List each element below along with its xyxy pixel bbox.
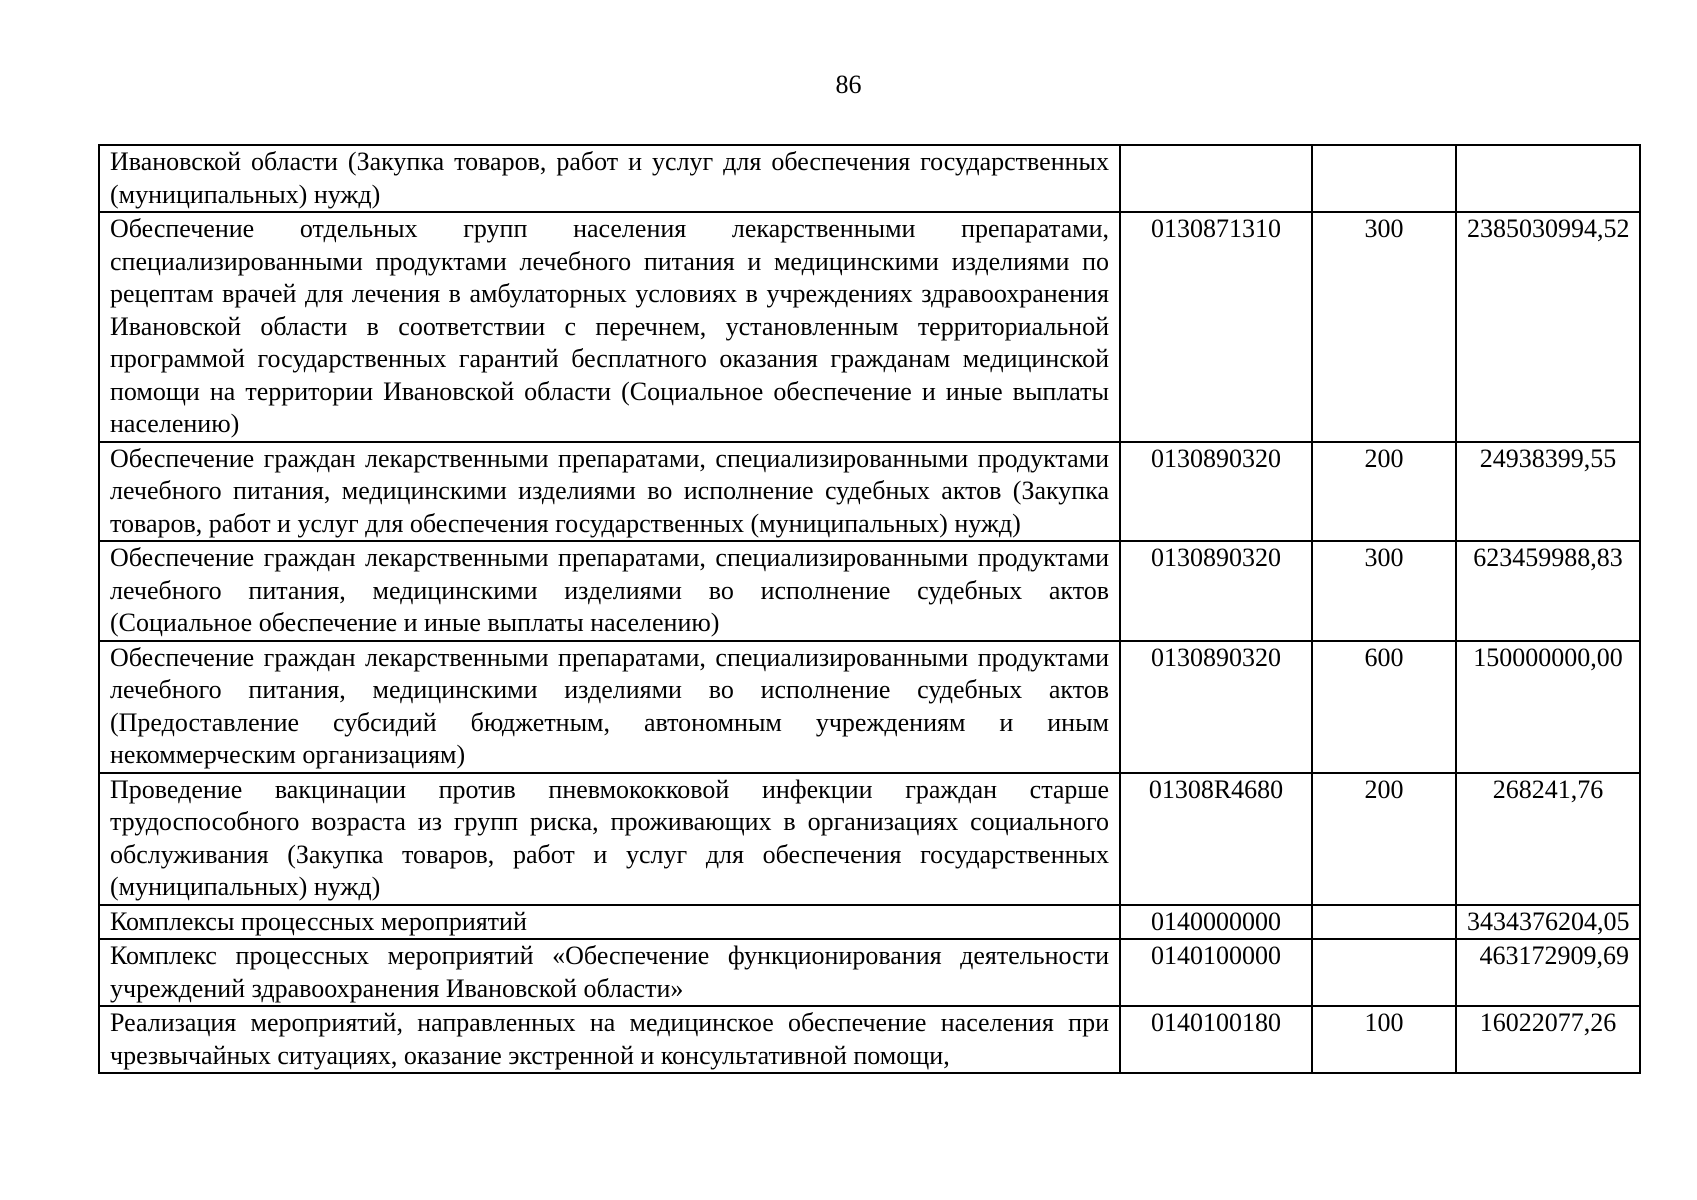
- row-expense-type: 300: [1312, 541, 1456, 641]
- row-expense-type: [1312, 939, 1456, 1006]
- row-amount: 268241,76: [1456, 773, 1640, 905]
- table-row: [99, 939, 1640, 1006]
- row-amount: 2385030994,52: [1456, 212, 1640, 442]
- table-row: [99, 1006, 1640, 1073]
- row-expense-type: 600: [1312, 641, 1456, 773]
- row-description: Комплексы процессных мероприятий: [99, 905, 1120, 940]
- table-row: [99, 773, 1640, 905]
- table-row: [99, 541, 1640, 641]
- row-expense-type: 200: [1312, 442, 1456, 542]
- row-amount: 24938399,55: [1456, 442, 1640, 542]
- table-row: [99, 442, 1640, 542]
- row-target-code: 0130890320: [1120, 442, 1312, 542]
- row-expense-type: [1312, 145, 1456, 212]
- row-target-code: 0130871310: [1120, 212, 1312, 442]
- table-row: [99, 212, 1640, 442]
- row-amount: 623459988,83: [1456, 541, 1640, 641]
- row-description: Обеспечение граждан лекарственными препаратами, специализированными продуктами лечебного питания, медицинскими изделиями во исполнение судебных актов (Социальное обеспечение и иные выплаты населению): [99, 541, 1120, 641]
- row-amount: 16022077,26: [1456, 1006, 1640, 1073]
- row-expense-type: [1312, 905, 1456, 940]
- row-expense-type: 200: [1312, 773, 1456, 905]
- row-amount: 150000000,00: [1456, 641, 1640, 773]
- row-target-code: 0140100180: [1120, 1006, 1312, 1073]
- row-amount: 3434376204,05: [1456, 905, 1640, 940]
- row-target-code: 01308R4680: [1120, 773, 1312, 905]
- row-description: Обеспечение граждан лекарственными препаратами, специализированными продуктами лечебного питания, медицинскими изделиями во исполнение судебных актов (Закупка товаров, работ и услуг для обеспечения государственных (муниципальных) нужд): [99, 442, 1120, 542]
- row-target-code: 0130890320: [1120, 641, 1312, 773]
- row-amount: [1456, 145, 1640, 212]
- row-target-code: 0140100000: [1120, 939, 1312, 1006]
- row-description: Реализация мероприятий, направленных на медицинское обеспечение населения при чрезвычайных ситуациях, оказание экстренной и консультативной помощи,: [99, 1006, 1120, 1073]
- table-row: [99, 905, 1640, 940]
- row-target-code: [1120, 145, 1312, 212]
- row-description: Комплекс процессных мероприятий «Обеспечение функционирования деятельности учреждений здравоохранения Ивановской области»: [99, 939, 1120, 1006]
- row-target-code: 0140000000: [1120, 905, 1312, 940]
- row-description: Обеспечение граждан лекарственными препаратами, специализированными продуктами лечебного питания, медицинскими изделиями во исполнение судебных актов (Предоставление субсидий бюджетным, автономным учреждениям и иным некоммерческим организациям): [99, 641, 1120, 773]
- row-description: Проведение вакцинации против пневмококковой инфекции граждан старше трудоспособного возраста из групп риска, проживающих в организациях социального обслуживания (Закупка товаров, работ и услуг для обеспечения государственных (муниципальных) нужд): [99, 773, 1120, 905]
- page-number: 86: [835, 70, 862, 99]
- row-description: Обеспечение отдельных групп населения лекарственными препаратами, специализированными продуктами лечебного питания и медицинскими изделиями по рецептам врачей для лечения в амбулаторных условиях в учреждениях здравоохранения Ивановской области в соответствии с перечнем, установленным территориальной программой государственных гарантий бесплатного оказания гражданам медицинской помощи на территории Ивановской области (Социальное обеспечение и иные выплаты населению): [99, 212, 1120, 442]
- table-row: [99, 145, 1640, 212]
- row-expense-type: 300: [1312, 212, 1456, 442]
- row-target-code: 0130890320: [1120, 541, 1312, 641]
- row-description: Ивановской области (Закупка товаров, работ и услуг для обеспечения государственных (муниципальных) нужд): [99, 145, 1120, 212]
- table-row: [99, 641, 1640, 773]
- row-amount: 463172909,69: [1456, 939, 1640, 1006]
- row-expense-type: 100: [1312, 1006, 1456, 1073]
- budget-table: [98, 144, 1641, 1074]
